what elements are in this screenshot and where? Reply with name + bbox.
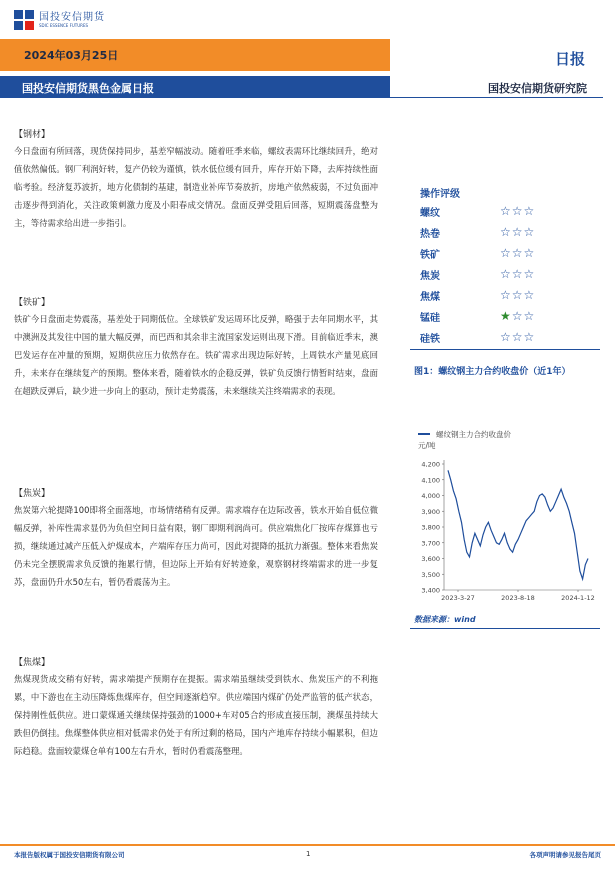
section-paragraph: 焦煤现货成交稍有好转，需求端提产预期存在提振。需求端虽继续受到铁水、焦炭压产的不利拖累，中下游也在主动压降炼焦煤库存，但空间逐渐趋窄。供应端国内煤矿仍处严监管的低产状态，保持刚性低供应。进口蒙煤通关继续保持强劲的1000+车对05合约形成直接压制，澳煤虽持续大跌但仍倒挂。焦煤整体供应相对低需求仍处于有所过剩的格局，国内产地库存持续小幅累积，但边际趋稳。盘面较蒙煤仓单有100左右升水，暂时仍看震荡整理。 — [14, 674, 378, 756]
daily-label: 日报 — [554, 50, 585, 68]
empty-star-icon: ☆ — [511, 267, 523, 281]
y-tick-label: 3,400 — [421, 586, 440, 595]
rating-product-name: 热卷 — [420, 228, 440, 240]
logo-english-name: SDIC ESSENCE FUTURES — [39, 23, 89, 28]
section-title: 【铁矿】 — [14, 298, 51, 308]
research-org: 国投安信期货研究院 — [488, 82, 587, 95]
empty-star-icon: ☆ — [523, 330, 535, 344]
section-paragraph: 铁矿今日盘面走势震荡，基差处于同期低位。全球铁矿发运周环比反弹，略强于去年同期水平，其中澳洲及其发往中国的量大幅反弹，而巴西和其余非主流国家发运则出现下滑。目前临近季末，澳巴发运存在冲量的预期，短期供应压力依然存在。铁矿需求出现边际好转，上周铁水产量见底回升，未来存在继续复产的预期。整体来看，随着铁水的企稳反弹，铁矿负反馈行情暂时结束，盘面在超跌反弹后，缺少进一步向上的驱动，预计走势震荡，未来继续关注终端需求的表现。 — [14, 314, 378, 396]
section-title: 【焦炭】 — [14, 489, 51, 499]
rating-stars — [500, 289, 534, 301]
section-coking-coal — [14, 656, 378, 760]
rating-product-name: 硅铁 — [420, 333, 440, 345]
empty-star-icon: ☆ — [500, 330, 511, 344]
report-date: 2024年03月25日 — [24, 49, 119, 62]
footer-disclaimer: 各项声明请参见报告尾页 — [529, 851, 601, 859]
filled-star-icon: ★ — [500, 309, 511, 323]
rating-row — [420, 285, 560, 305]
rating-row — [420, 264, 560, 284]
rating-row — [420, 243, 560, 263]
rating-row — [420, 306, 560, 326]
empty-star-icon: ☆ — [523, 225, 535, 239]
legend-label: 螺纹钢主力合约收盘价 — [436, 430, 511, 439]
figure-divider — [410, 349, 600, 350]
empty-star-icon: ☆ — [500, 225, 511, 239]
y-tick-label: 3,500 — [421, 570, 440, 579]
empty-star-icon: ☆ — [511, 204, 523, 218]
rating-product-name: 焦炭 — [420, 270, 440, 282]
section-coke — [14, 487, 378, 591]
empty-star-icon: ☆ — [511, 309, 523, 323]
rating-product-name: 锰硅 — [420, 312, 440, 324]
empty-star-icon: ☆ — [511, 225, 523, 239]
empty-star-icon: ☆ — [500, 246, 511, 260]
empty-star-icon: ☆ — [500, 204, 511, 218]
y-tick-label: 3,900 — [421, 507, 440, 516]
x-tick-label: 2023-8-18 — [501, 594, 535, 602]
rating-stars — [500, 247, 534, 259]
rating-row — [420, 201, 560, 221]
rating-product-name: 螺纹 — [420, 207, 440, 219]
empty-star-icon: ☆ — [500, 288, 511, 302]
y-tick-label: 4,200 — [421, 460, 440, 469]
empty-star-icon: ☆ — [511, 246, 523, 260]
company-logo — [14, 10, 105, 30]
empty-star-icon: ☆ — [511, 288, 523, 302]
rating-stars — [500, 226, 534, 238]
chart-svg — [410, 422, 600, 610]
section-iron-ore — [14, 296, 378, 400]
report-title: 国投安信期货黑色金属日报 — [22, 82, 154, 95]
rating-stars — [500, 268, 534, 280]
footer-rule — [0, 844, 615, 846]
empty-star-icon: ☆ — [523, 246, 535, 260]
section-title: 【钢材】 — [14, 130, 51, 140]
empty-star-icon: ☆ — [511, 330, 523, 344]
x-tick-label: 2023-3-27 — [441, 594, 475, 602]
rating-product-name: 铁矿 — [420, 249, 440, 261]
section-title: 【焦煤】 — [14, 658, 51, 668]
rating-stars — [500, 205, 534, 217]
y-axis-label: 元/吨 — [418, 441, 436, 450]
logo-mark-icon — [14, 10, 34, 30]
y-tick-label: 4,100 — [421, 476, 440, 485]
empty-star-icon: ☆ — [523, 267, 535, 281]
data-source: 数据来源：wind — [414, 615, 476, 624]
rating-product-name: 焦煤 — [420, 291, 440, 303]
rating-stars — [500, 310, 534, 322]
page-number: 1 — [306, 850, 311, 858]
empty-star-icon: ☆ — [523, 309, 535, 323]
x-tick-label: 2024-1-12 — [561, 594, 595, 602]
rating-stars — [500, 331, 534, 343]
section-steel — [14, 128, 378, 232]
empty-star-icon: ☆ — [523, 204, 535, 218]
y-tick-label: 3,800 — [421, 523, 440, 532]
rating-row — [420, 222, 560, 242]
section-paragraph: 今日盘面有所回落，现货保持同步，基差窄幅波动。随着旺季来临，螺纹表需环比继续回升，绝对值依然偏低。钢厂利润好转，复产仍较为谨慎，铁水低位缓有回升，库存开始下降，去库持续性面临考验。经济复苏波折，地方化债制约基建，制造业补库节奏放折，房地产依然疲弱，不过负面冲击逐步得到消化，关注政策刺激力度及小阳春成交情况。盘面反弹受阻后回落，短期震荡盘整为主，等待需求给出进一步指引。 — [14, 146, 378, 228]
figure-title: 图1：螺纹钢主力合约收盘价（近1年） — [414, 367, 571, 377]
rebar-price-chart — [410, 422, 600, 610]
empty-star-icon: ☆ — [500, 267, 511, 281]
logo-chinese-name: 国投安信期货 — [39, 12, 105, 23]
figure-bottom-divider — [410, 628, 600, 629]
empty-star-icon: ☆ — [523, 288, 535, 302]
rating-title: 操作评级 — [420, 189, 460, 200]
y-tick-label: 3,600 — [421, 555, 440, 563]
rating-row — [420, 327, 560, 347]
series-line — [448, 470, 588, 579]
y-tick-label: 4,000 — [421, 492, 440, 500]
footer-copyright: 本报告版权属于国投安信期货有限公司 — [14, 851, 125, 859]
y-tick-label: 3,700 — [421, 539, 440, 548]
section-paragraph: 焦炭第六轮提降100即将全面落地，市场情绪稍有反弹。需求端存在边际改善，铁水开始自低位微幅反弹，补库性需求显仍为负但空间日益有限，钢厂即期利润尚可。供应端焦化厂按库存煤算也亏损，继续通过减产压低入炉煤成本，产端库存压力尚可，因此对提降的抵抗力渐强。整体来看焦炭仍未完全摆脱需求负反馈的拖累行情，但边际上开始有好转迹象，观察钢材终端需求的进一步复苏，盘面仍升水50左右，暂仍看震荡为主。 — [14, 505, 378, 587]
header-divider — [390, 97, 603, 98]
